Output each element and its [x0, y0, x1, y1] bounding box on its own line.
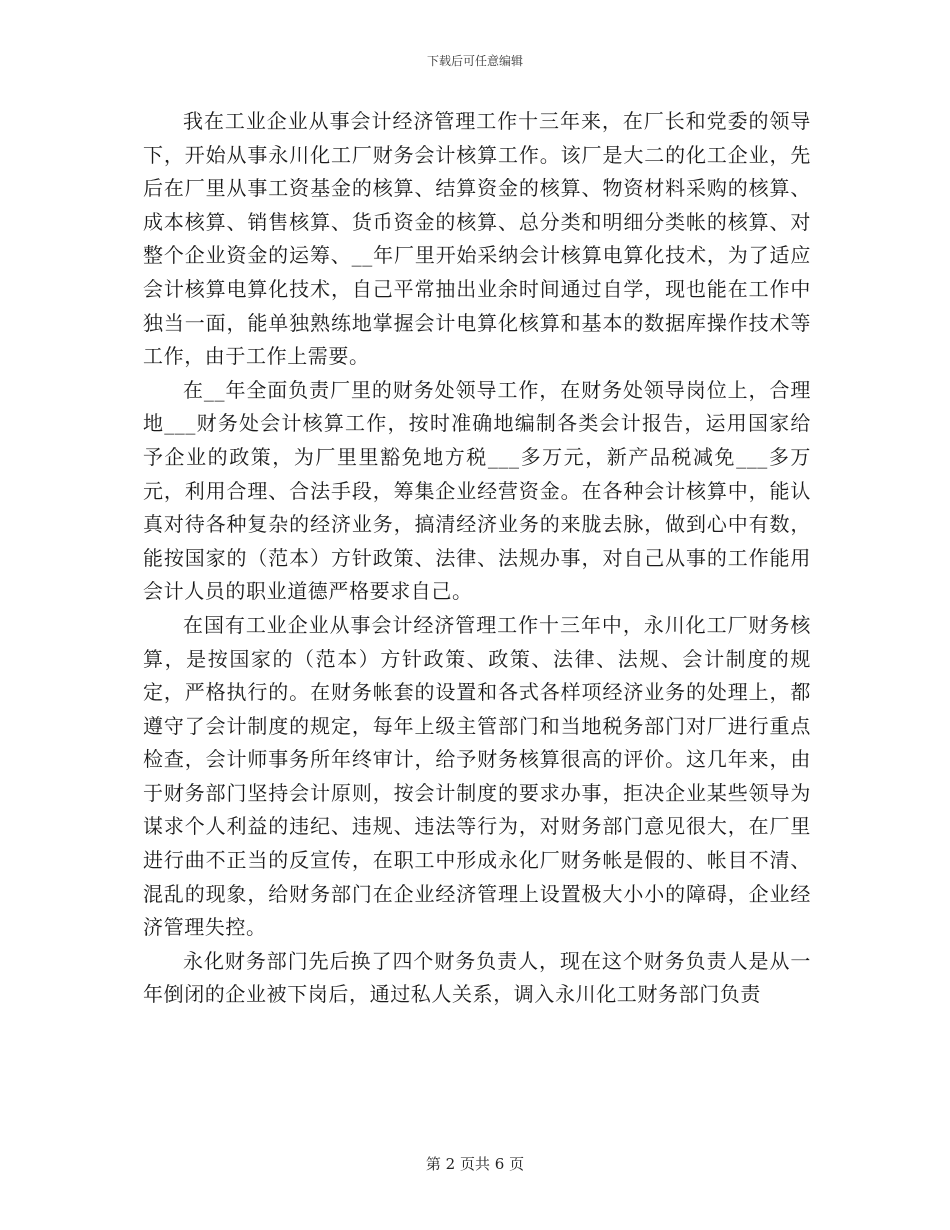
paragraph-3: 在国有工业企业从事会计经济管理工作十三年中，永川化工厂财务核算，是按国家的（范本）方针政策、政策、法律、法规、会计制度的规定，严格执行的。在财务帐套的设置和各式各样项经济业务的处理上，都遵守了会计制度的规定，每年上级主管部门和当地税务部门对厂进行重点检查，会计师事务所年终审计，给予财务核算很高的评价。这几年来，由于财务部门坚持会计原则，按会计制度的要求办事，拒决企业某些领导为谋求个人利益的违纪、违规、违法等行为，对财务部门意见很大，在厂里进行曲不正当的反宣传，在职工中形成永化厂财务帐是假的、帐目不清、混乱的现象，给财务部门在企业经济管理上设置极大小小的障碍，企业经济管理失控。	[143, 612, 811, 940]
paragraph-1: 我在工业企业从事会计经济管理工作十三年来，在厂长和党委的领导下，开始从事永川化工厂财务会计核算工作。该厂是大二的化工企业，先后在厂里从事工资基金的核算、结算资金的核算、物资材料采购的核算、成本核算、销售核算、货币资金的核算、总分类和明细分类帐的核算、对整个企业资金的运筹、__年厂里开始采纳会计核算电算化技术，为了适应会计核算电算化技术，自己平常抽出业余时间通过自学，现也能在工作中独当一面，能单独熟练地掌握会计电算化核算和基本的数据库操作技术等工作，由于工作上需要。	[143, 109, 811, 369]
page-header-note: 下载后可任意编辑	[426, 54, 523, 68]
document-body	[143, 105, 811, 1012]
paragraph-2: 在__年全面负责厂里的财务处领导工作，在财务处领导岗位上，合理地___财务处会计核算工作，按时准确地编制各类会计报告，运用国家给予企业的政策，为厂里里豁免地方税___多万元，新产品税减免___多万元，利用合理、合法手段，筹集企业经营资金。在各种会计核算中，能认真对待各种复杂的经济业务，搞清经济业务的来胧去脉，做到心中有数，能按国家的（范本）方针政策、法律、法规办事，对自己从事的工作能用会计人员的职业道德严格要求自己。	[143, 377, 811, 604]
page-number-footer: 第 2 页共 6 页	[425, 1155, 525, 1173]
paragraph-4: 永化财务部门先后换了四个财务负责人，现在这个财务负责人是从一年倒闭的企业被下岗后，通过私人关系，调入永川化工财务部门负责	[143, 948, 811, 1007]
